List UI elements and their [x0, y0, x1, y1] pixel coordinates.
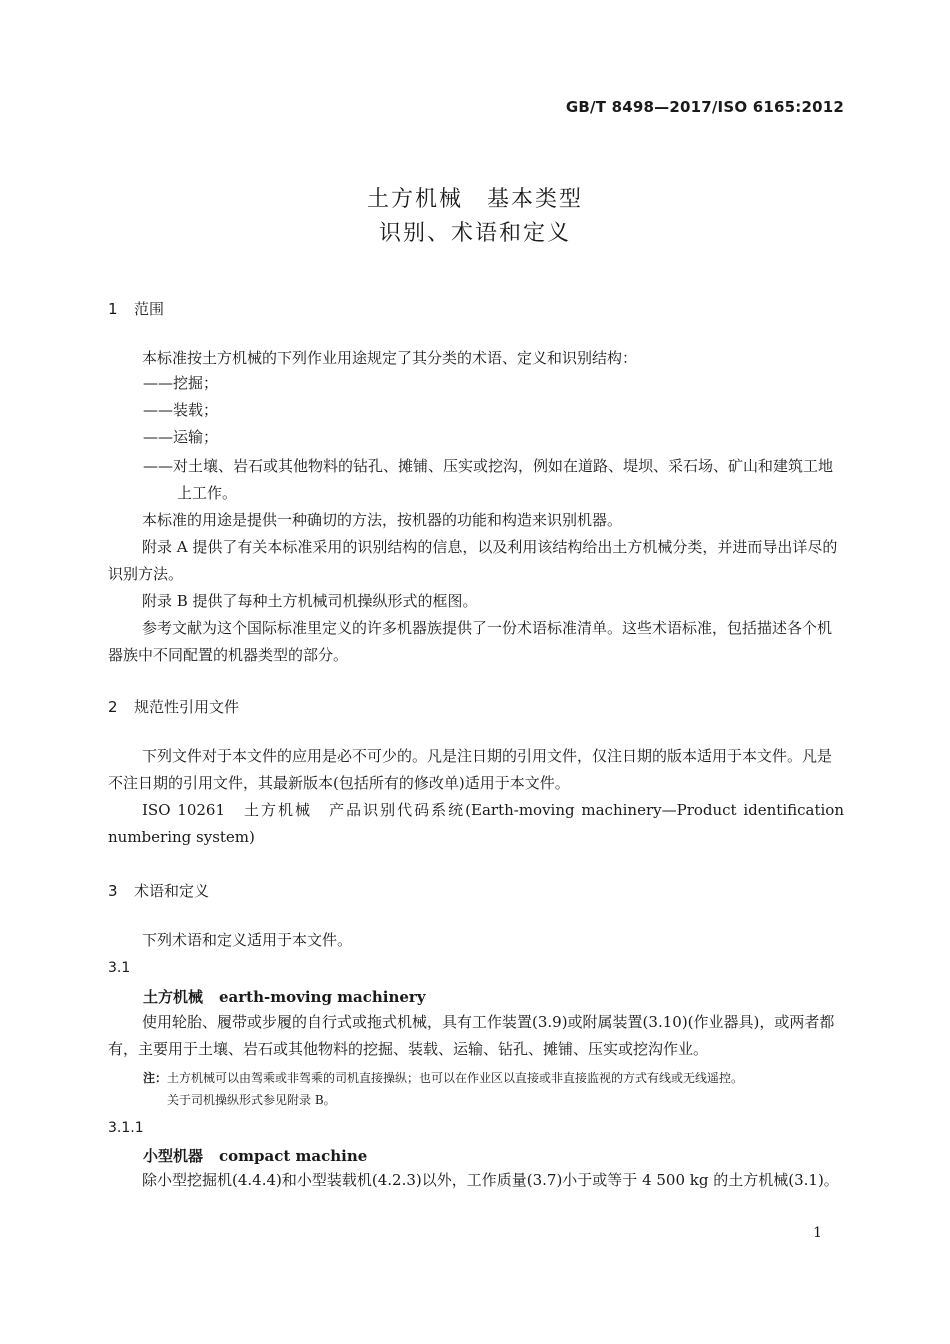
term-english: earth-moving machinery — [219, 988, 426, 1006]
section-1-paragraph: 参考文献为这个国际标准里定义的许多机器族提供了一份术语标准清单。这些术语标准，包括描述各个机器族中不同配置的机器类型的部分。 — [108, 619, 833, 664]
standard-number: GB/T 8498—2017/ISO 6165:2012 — [565, 98, 844, 116]
list-item: ——装载； — [143, 401, 219, 419]
section-1-number: 1 — [108, 300, 118, 318]
normative-reference-line2: numbering system) — [108, 828, 255, 846]
term-definition: 除小型挖掘机(4.4.4)和小型装载机(4.2.3)以外，工作质量(3.7)小于或等于 4 500 kg 的土方机械(3.1)。 — [142, 1171, 839, 1189]
term-heading — [143, 986, 426, 1007]
section-2-title: 规范性引用文件 — [134, 698, 240, 716]
section-3-intro: 下列术语和定义适用于本文件。 — [142, 931, 353, 949]
section-2-heading — [108, 696, 239, 717]
section-3-number: 3 — [108, 882, 118, 900]
note-text: 土方机械可以由驾乘或非驾乘的司机直接操纵；也可以在作业区以直接或非直接监视的方式有线或无线遥控。 — [167, 1071, 744, 1085]
document-title-line2: 识别、术语和定义 — [378, 221, 571, 246]
list-item: ——对土壤、岩石或其他物料的钻孔、摊铺、压实或挖沟，例如在道路、堤坝、采石场、矿山和建筑工地上工作。 — [143, 457, 834, 502]
section-3-title: 术语和定义 — [134, 882, 210, 900]
section-1-intro: 本标准按土方机械的下列作业用途规定了其分类的术语、定义和识别结构： — [142, 349, 638, 367]
term-chinese: 小型机器 — [143, 1147, 204, 1165]
document-title-line1: 土方机械 基本类型 — [366, 187, 583, 212]
term-english: compact machine — [219, 1147, 368, 1165]
section-3-heading — [108, 880, 209, 901]
section-1-title: 范围 — [134, 300, 165, 318]
term-heading — [143, 1145, 367, 1166]
list-item: ——挖掘； — [143, 374, 219, 392]
term-definition: 使用轮胎、履带或步履的自行式或拖式机械，具有工作装置(3.9)或附属装置(3.10)(作业器具)，或两者都有，主要用于土壤、岩石或其他物料的挖掘、装载、运输、钻孔、摊铺、压实或挖沟作业。 — [108, 1013, 835, 1058]
section-1-paragraph: 附录 A 提供了有关本标准采用的识别结构的信息，以及利用该结构给出土方机械分类，并进而导出详尽的识别方法。 — [108, 538, 838, 583]
clause-number: 3.1.1 — [108, 1120, 144, 1136]
term-chinese: 土方机械 — [143, 988, 204, 1006]
note — [143, 1067, 844, 1111]
page-number: 1 — [813, 1225, 822, 1241]
normative-reference-line1: ISO 10261 土方机械 产品识别代码系统(Earth-moving machinery—Product identification — [142, 801, 844, 819]
section-1-paragraph: 本标准的用途是提供一种确切的方法，按机器的功能和构造来识别机器。 — [142, 511, 623, 529]
list-item: ——运输； — [143, 428, 219, 446]
note-label: 注： — [143, 1071, 168, 1085]
note-text-continued: 关于司机操纵形式参见附录 B。 — [167, 1093, 336, 1107]
section-2-paragraph: 下列文件对于本文件的应用是必不可少的。凡是注日期的引用文件，仅注日期的版本适用于本文件。凡是不注日期的引用文件，其最新版本(包括所有的修改单)适用于本文件。 — [108, 747, 833, 792]
clause-number: 3.1 — [108, 960, 131, 976]
section-1-paragraph: 附录 B 提供了每种土方机械司机操纵形式的框图。 — [142, 592, 478, 610]
section-1-heading — [108, 298, 164, 319]
section-2-number: 2 — [108, 698, 118, 716]
